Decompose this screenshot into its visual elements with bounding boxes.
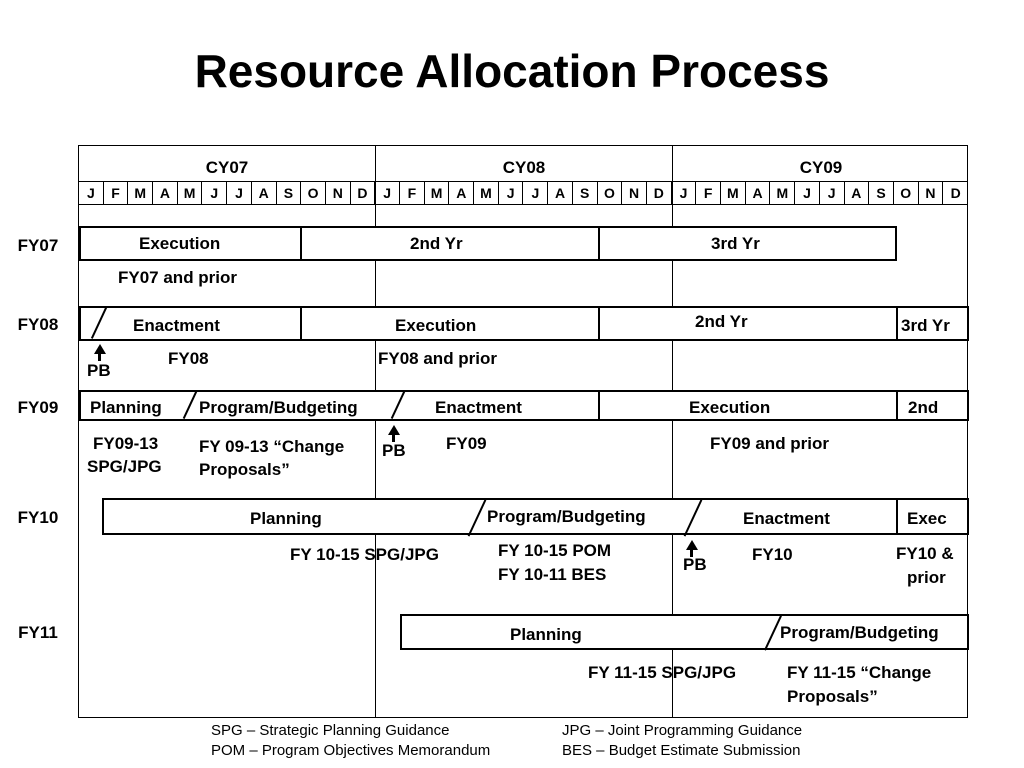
month-cell: J: [795, 182, 820, 204]
fy09-execution-label: Execution: [689, 398, 771, 417]
fy07-third-yr-label: 3rd Yr: [711, 234, 760, 253]
fy-label-fy09: FY09: [17, 398, 59, 417]
cy-label-cy09: CY09: [799, 158, 843, 177]
fy09-change-note-line1: FY 09-13 “Change: [199, 437, 345, 456]
cy-label-cy08: CY08: [502, 158, 546, 177]
month-cell: J: [524, 182, 549, 204]
month-cell: O: [598, 182, 623, 204]
month-cell: J: [202, 182, 227, 204]
month-cell: M: [474, 182, 499, 204]
fy-label-fy08: FY08: [17, 315, 59, 334]
fy08-enactment-label: Enactment: [133, 316, 220, 335]
month-cell: A: [153, 182, 178, 204]
fy11-change-note-line2: Proposals”: [787, 687, 878, 706]
page-title: Resource Allocation Process: [194, 45, 830, 97]
fy09-change-note-line2: Proposals”: [199, 460, 290, 479]
month-cell: N: [622, 182, 647, 204]
month-cell: J: [820, 182, 845, 204]
fy10-spg-note: FY 10-15 SPG/JPG: [290, 545, 439, 564]
fy09-spg-note-line2: SPG/JPG: [87, 457, 162, 476]
fy10-program-budgeting-label: Program/Budgeting: [487, 507, 646, 526]
fy07-note: FY07 and prior: [118, 268, 238, 287]
month-cell: D: [950, 185, 961, 201]
month-cell: O: [894, 182, 919, 204]
fy-label-fy07: FY07: [17, 236, 59, 255]
fy11-change-note-line1: FY 11-15 “Change: [787, 663, 932, 682]
month-cell: M: [128, 182, 153, 204]
month-cell: M: [770, 182, 795, 204]
fy09-planning-label: Planning: [90, 398, 162, 417]
month-cell: O: [301, 182, 326, 204]
fy10-pb-label: PB: [683, 555, 707, 574]
fy10-bar: [102, 498, 969, 535]
fy10-exec-label: Exec: [907, 509, 947, 528]
month-cell: M: [178, 182, 203, 204]
fy09-spg-note-line1: FY09-13: [93, 434, 159, 453]
fy07-second-yr-label: 2nd Yr: [410, 234, 463, 253]
cy-label-cy07: CY07: [205, 158, 249, 177]
legend-bes: BES – Budget Estimate Submission: [562, 742, 801, 759]
month-header-row: [79, 181, 968, 205]
month-cell: J: [672, 182, 697, 204]
fy08-second-yr-label: 2nd Yr: [695, 312, 748, 331]
fy10-bes-note: FY 10-11 BES: [498, 565, 607, 584]
month-cell: A: [548, 182, 573, 204]
fy09-note: FY09: [446, 434, 487, 453]
month-cell: N: [326, 182, 351, 204]
fy10-enactment-label: Enactment: [743, 509, 830, 528]
fy08-note: FY08: [168, 349, 209, 368]
fy08-pb-arrow-stem: [98, 353, 101, 361]
month-cell: M: [425, 182, 450, 204]
fy09-program-budgeting-label: Program/Budgeting: [199, 398, 358, 417]
fy07-execution-label: Execution: [139, 234, 221, 253]
month-cell: D: [351, 182, 376, 204]
month-cell: F: [104, 182, 129, 204]
legend-pom: POM – Program Objectives Memorandum: [211, 742, 491, 759]
month-cell: F: [696, 182, 721, 204]
fy08-pb-label: PB: [87, 361, 111, 380]
month-cell: S: [573, 182, 598, 204]
fy10-planning-label: Planning: [250, 509, 322, 528]
fy09-second-label: 2nd: [908, 398, 939, 417]
fy08-bar: [79, 306, 969, 341]
fy08-prior-note: FY08 and prior: [378, 349, 498, 368]
fy-label-fy10: FY10: [17, 508, 59, 527]
month-cell: S: [277, 182, 302, 204]
month-cell: M: [721, 182, 746, 204]
month-cell: A: [845, 182, 870, 204]
month-cell: A: [252, 182, 277, 204]
fy07-bar: [79, 226, 897, 261]
fy09-enactment-label: Enactment: [435, 398, 522, 417]
fy11-spg-note: FY 11-15 SPG/JPG: [588, 663, 737, 682]
fy11-planning-label: Planning: [510, 625, 582, 644]
fy08-second-yr-segment: [600, 308, 898, 339]
legend-spg: SPG – Strategic Planning Guidance: [211, 722, 450, 739]
month-cell: J: [499, 182, 524, 204]
month-cell: A: [449, 182, 474, 204]
fy11-bar: [400, 614, 969, 650]
fy09-prior-note: FY09 and prior: [710, 434, 830, 453]
month-cell: J: [227, 182, 252, 204]
fy08-third-yr-label: 3rd Yr: [901, 316, 950, 335]
fy10-note: FY10: [752, 545, 793, 564]
month-cell: S: [869, 182, 894, 204]
month-cell: D: [647, 182, 672, 204]
month-cell: J: [79, 182, 104, 204]
fy08-execution-label: Execution: [395, 316, 477, 335]
month-cell: N: [919, 182, 944, 204]
month-cell: F: [400, 182, 425, 204]
fy09-bar: [79, 390, 969, 421]
fy09-pb-label: PB: [382, 441, 406, 460]
fy11-program-budgeting-label: Program/Budgeting: [780, 623, 939, 642]
month-cell: A: [746, 182, 771, 204]
fy10-pom-note: FY 10-15 POM: [498, 541, 612, 560]
fy-label-fy11: FY11: [18, 623, 58, 642]
month-cell: J: [375, 182, 400, 204]
legend-jpg: JPG – Joint Programming Guidance: [562, 722, 803, 739]
fy10-prior-note-line1: FY10 &: [896, 544, 954, 563]
fy10-prior-note-line2: prior: [907, 568, 946, 587]
